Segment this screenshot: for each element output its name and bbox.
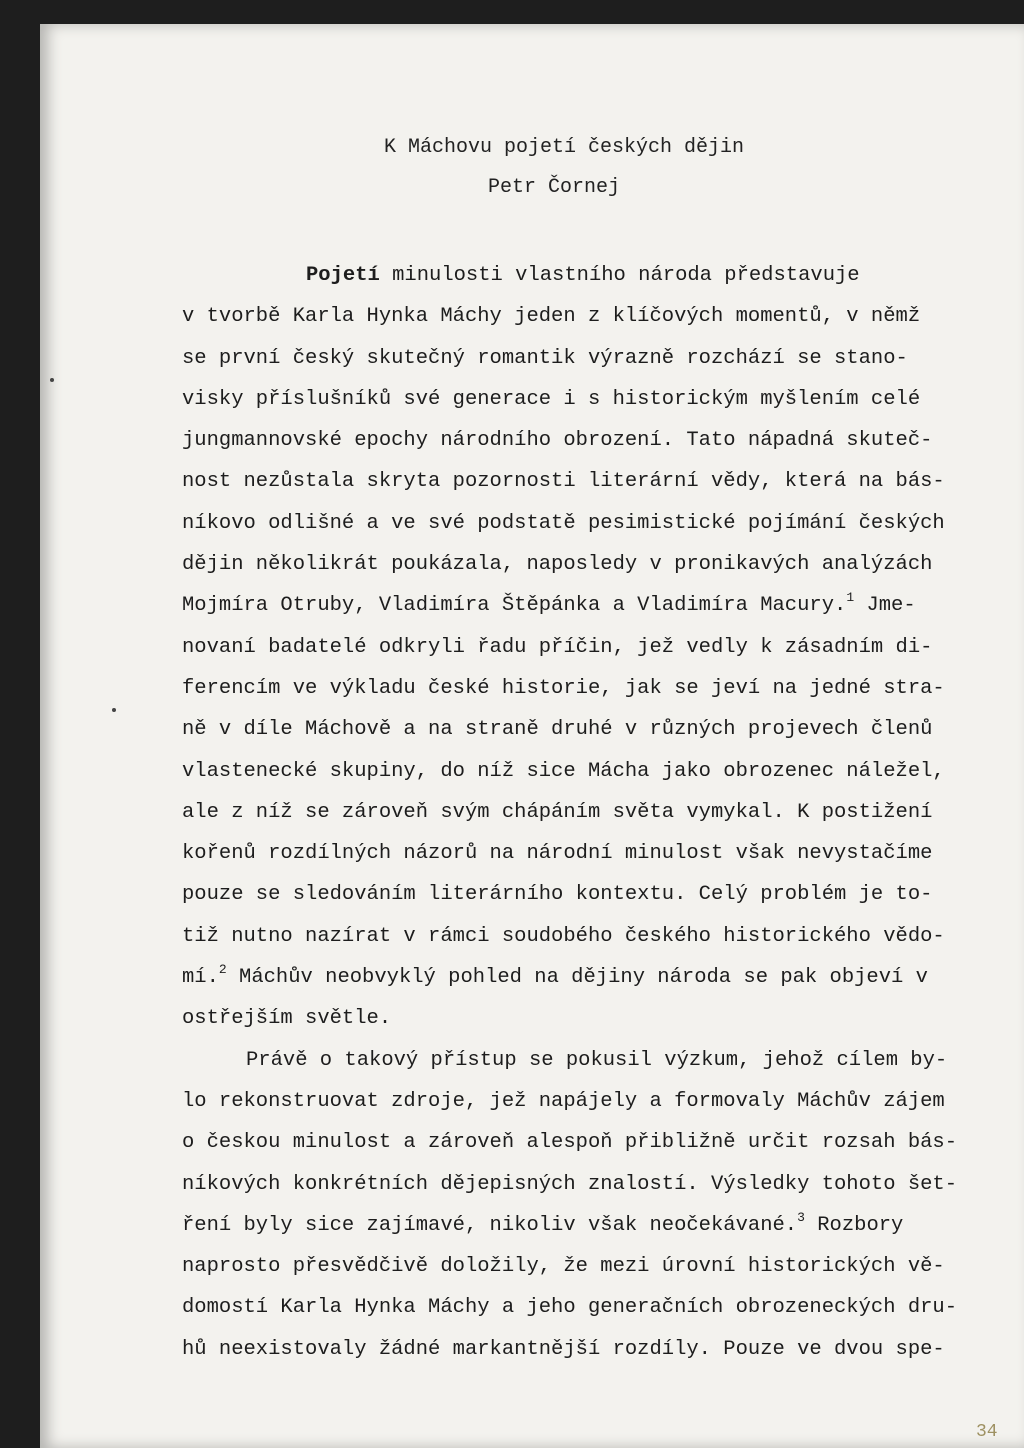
text-line: ně v díle Máchově a na straně druhé v různých projevech členů: [182, 718, 933, 742]
text-line: kořenů rozdílných názorů na národní minulost však nevystačíme: [182, 842, 933, 866]
text-line: mí.$^2$ Máchův neobvyklý pohled na dějiny národa se pak objeví v: [182, 962, 928, 990]
text-line: jungmannovské epochy národního obrození. Tato nápadná skuteč-: [182, 429, 933, 453]
text-line: novaní badatelé odkryli řadu příčin, jež vedly k zásadním di-: [182, 635, 933, 659]
text-line: Mojmíra Otruby, Vladimíra Štěpánka a Vladimíra Macury.$^1$ Jme-: [182, 590, 916, 618]
footnote-ref-3: 3: [797, 1209, 805, 1225]
text-line: ferencím ve výkladu české historie, jak se jeví na jedné stra-: [182, 676, 945, 700]
text-line: se první český skutečný romantik výrazně rozchází se stano-: [182, 346, 908, 370]
text-line: ale z níž se zároveň svým chápáním světa vymykal. K postižení: [182, 800, 933, 824]
text-line: ostřejším světle.: [182, 1007, 392, 1031]
text-line: Právě o takový přístup se pokusil výzkum, jehož cílem by-: [246, 1048, 948, 1072]
footnote-ref-2: 2: [218, 962, 227, 978]
text-line: lo rekonstruovat zdroje, jež napájely a formovaly Máchův zájem: [182, 1089, 945, 1113]
footnote-ref-1: 1: [846, 590, 855, 606]
document-body: [182, 255, 962, 1370]
text-line: níkovo odlišné a ve své podstatě pesimistické pojímání českých: [182, 511, 945, 535]
text-line: ření byly sice zajímavé, nikoliv však neočekávané.$^3$ Rozbory: [182, 1209, 904, 1237]
text-line: o českou minulost a zároveň alespoň přibližně určit rozsah bás-: [182, 1131, 958, 1155]
margin-mark: [112, 708, 116, 712]
document-title: K Máchovu pojetí českých dějin: [384, 136, 745, 159]
text-line: dějin několikrát poukázala, naposledy v pronikavých analýzách: [182, 553, 933, 577]
text-line: vlastenecké skupiny, do níž sice Mácha jako obrozenec náležel,: [182, 759, 945, 783]
text-line: tiž nutno nazírat v rámci soudobého českého historického vědo-: [182, 924, 945, 948]
page-number: 34: [976, 1422, 998, 1442]
text-line: naprosto přesvědčivě doložily, že mezi úrovní historických vě-: [182, 1255, 945, 1279]
text-line: visky příslušníků své generace i s historickým myšlením celé: [182, 387, 921, 411]
text-line: v tvorbě Karla Hynka Máchy jeden z klíčových momentů, v němž: [182, 305, 921, 329]
text-line: Pojetí minulosti vlastního národa představuje: [306, 264, 860, 287]
text-line: hů neexistovaly žádné markantnější rozdíly. Pouze ve dvou spe-: [182, 1337, 945, 1361]
text-line: nost nezůstala skryta pozornosti literární vědy, která na bás-: [182, 470, 945, 494]
document-author: Petr Čornej: [488, 176, 621, 199]
text-line: níkových konkrétních dějepisných znalostí. Výsledky tohoto šet-: [182, 1172, 958, 1196]
opening-word: Pojetí: [306, 264, 380, 287]
margin-mark: [50, 378, 54, 382]
text-line: pouze se sledováním literárního kontextu. Celý problém je to-: [182, 883, 933, 907]
text-line: domostí Karla Hynka Máchy a jeho generačních obrozeneckých dru-: [182, 1296, 958, 1320]
